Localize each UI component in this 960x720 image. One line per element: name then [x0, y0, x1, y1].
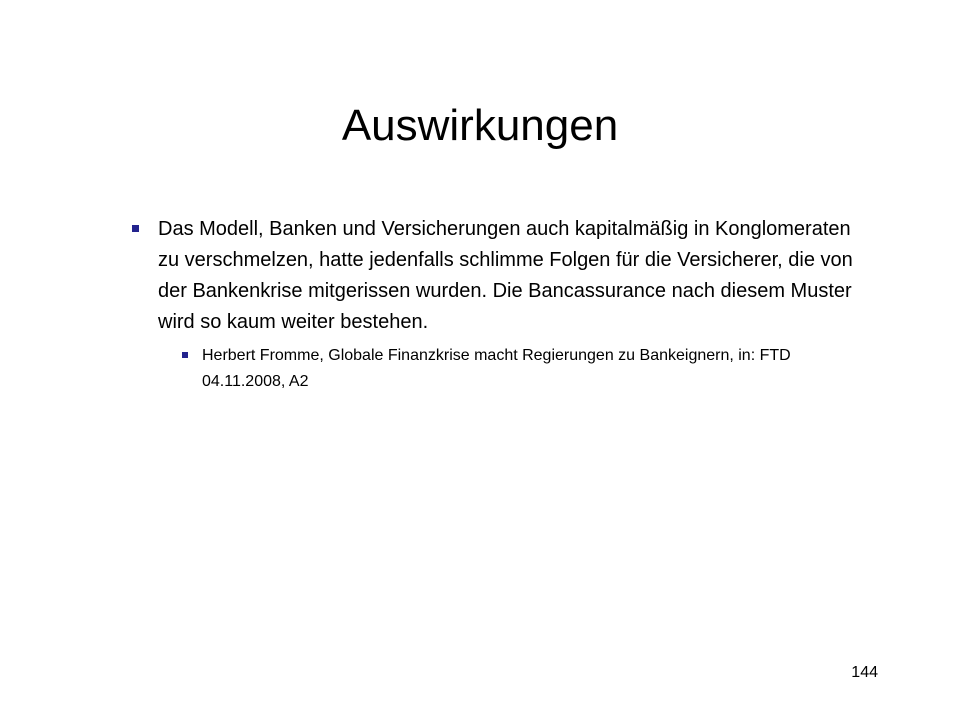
bullet-list: [130, 214, 875, 395]
page-number: 144: [851, 664, 878, 681]
sub-bullet-item: [158, 343, 822, 395]
bullet-text: Das Modell, Banken und Versicherungen auch kapitalmäßig in Konglomeraten zu verschmelzen, hatte jedenfalls schlimme Folgen für die Versicherer, die von der Bankenkrise mitgerissen wurden. Die Bancassurance nach diesem Muster wird so kaum weiter bestehen.: [158, 218, 853, 333]
slide-title: Auswirkungen: [341, 101, 619, 150]
sub-bullet-list: [158, 343, 875, 395]
sub-bullet-text: Herbert Fromme, Globale Finanzkrise macht Regierungen zu Bankeignern, in: FTD 04.11.2008, A2: [202, 347, 791, 390]
bullet-item: [130, 214, 875, 395]
square-bullet-icon: [132, 225, 139, 232]
square-bullet-icon: [182, 352, 188, 358]
